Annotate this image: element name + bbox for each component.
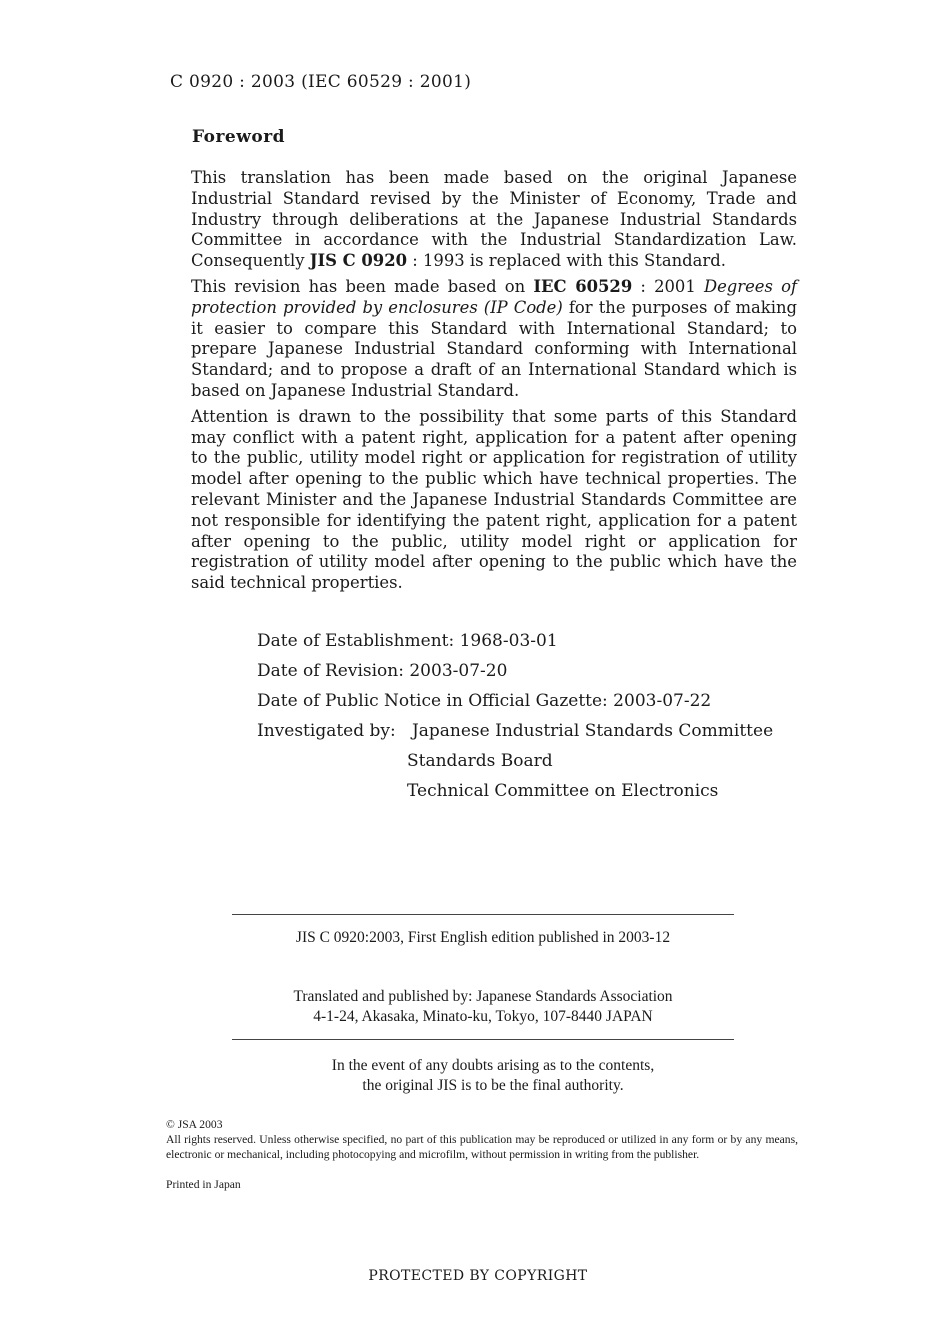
date-establishment: Date of Establishment: 1968-03-01 (257, 631, 558, 651)
investigated-committee: Japanese Industrial Standards Committee (411, 721, 774, 741)
investigated-label: Investigated by: (257, 721, 396, 741)
date-revision: Date of Revision: 2003-07-20 (257, 661, 508, 681)
foreword-paragraph-2: This revision has been made based on IEC 60529 : 2001 Degrees of protection provided by enclosures (IP Code) for the purposes of making it easier to compare this Standard with International Standard; to prepare Japanese Industrial Standard conforming with International Standard; and to propose a draft of an International Standard which is based on Japanese Industrial Standard. (191, 276, 798, 400)
foreword-paragraph-3: Attention is drawn to the possibility that some parts of this Standard may conflict with a patent right, application for a patent after opening to the public, utility model right or application for registration of utility model after opening to the public which have technical properties. The relevant Minister and the Japanese Industrial Standards Committee are not responsible for identifying the patent right, application for a patent after opening to the public, utility model right or application for registration of utility model after opening to the public which have the said technical properties. (191, 406, 797, 593)
footer-protected: PROTECTED BY COPYRIGHT (368, 1268, 588, 1284)
copyright-notice: © JSA 2003 (166, 1118, 223, 1131)
printed-in: Printed in Japan (166, 1178, 241, 1191)
authority-line-2: the original JIS is to be the final authority. (362, 1077, 624, 1094)
copyright-block (166, 1117, 798, 1192)
dates-block (257, 630, 773, 810)
page-header-standard-ref: C 0920 : 2003 (IEC 60529 : 2001) (170, 72, 472, 92)
foreword-paragraph-1: This translation has been made based on the original Japanese Industrial Standard revised by the Minister of Economy, Trade and Industry through deliberations at the Japanese Industrial Standards Committee in accordance with the Industrial Standardization Law. Consequently JIS C 0920 : 1993 is replaced with this Standard. (191, 168, 797, 271)
investigated-by-row (257, 720, 773, 750)
jis-reference: JIS C 0920 (309, 251, 408, 271)
divider-bottom (232, 1039, 734, 1040)
foreword-title: Foreword (192, 127, 286, 147)
publisher-block (0, 987, 950, 1027)
edition-line: JIS C 0920:2003, First English edition published in 2003-12 (295, 929, 671, 946)
date-public-notice: Date of Public Notice in Official Gazette: 2003-07-22 (257, 691, 712, 711)
investigated-board: Standards Board (407, 751, 553, 771)
copyright-rights: All rights reserved. Unless otherwise specified, no part of this publication may be reproduced or utilized in any form or by any means, electronic or mechanical, including photocopying and microfilm, without permission in writing from the publisher. (166, 1133, 798, 1161)
publisher-line-1: Translated and published by: Japanese Standards Association (293, 988, 673, 1005)
investigated-technical-committee: Technical Committee on Electronics (407, 781, 719, 801)
authority-line-1: In the event of any doubts arising as to the contents, (331, 1057, 655, 1074)
authority-block (0, 1056, 950, 1096)
divider-top (232, 914, 734, 915)
iec-reference: IEC 60529 (533, 276, 633, 296)
iec-title: Degrees of protection provided by enclosures (IP Code) (191, 276, 798, 317)
publisher-line-2: 4-1-24, Akasaka, Minato-ku, Tokyo, 107-8440 JAPAN (313, 1008, 653, 1025)
foreword-body (191, 168, 797, 599)
